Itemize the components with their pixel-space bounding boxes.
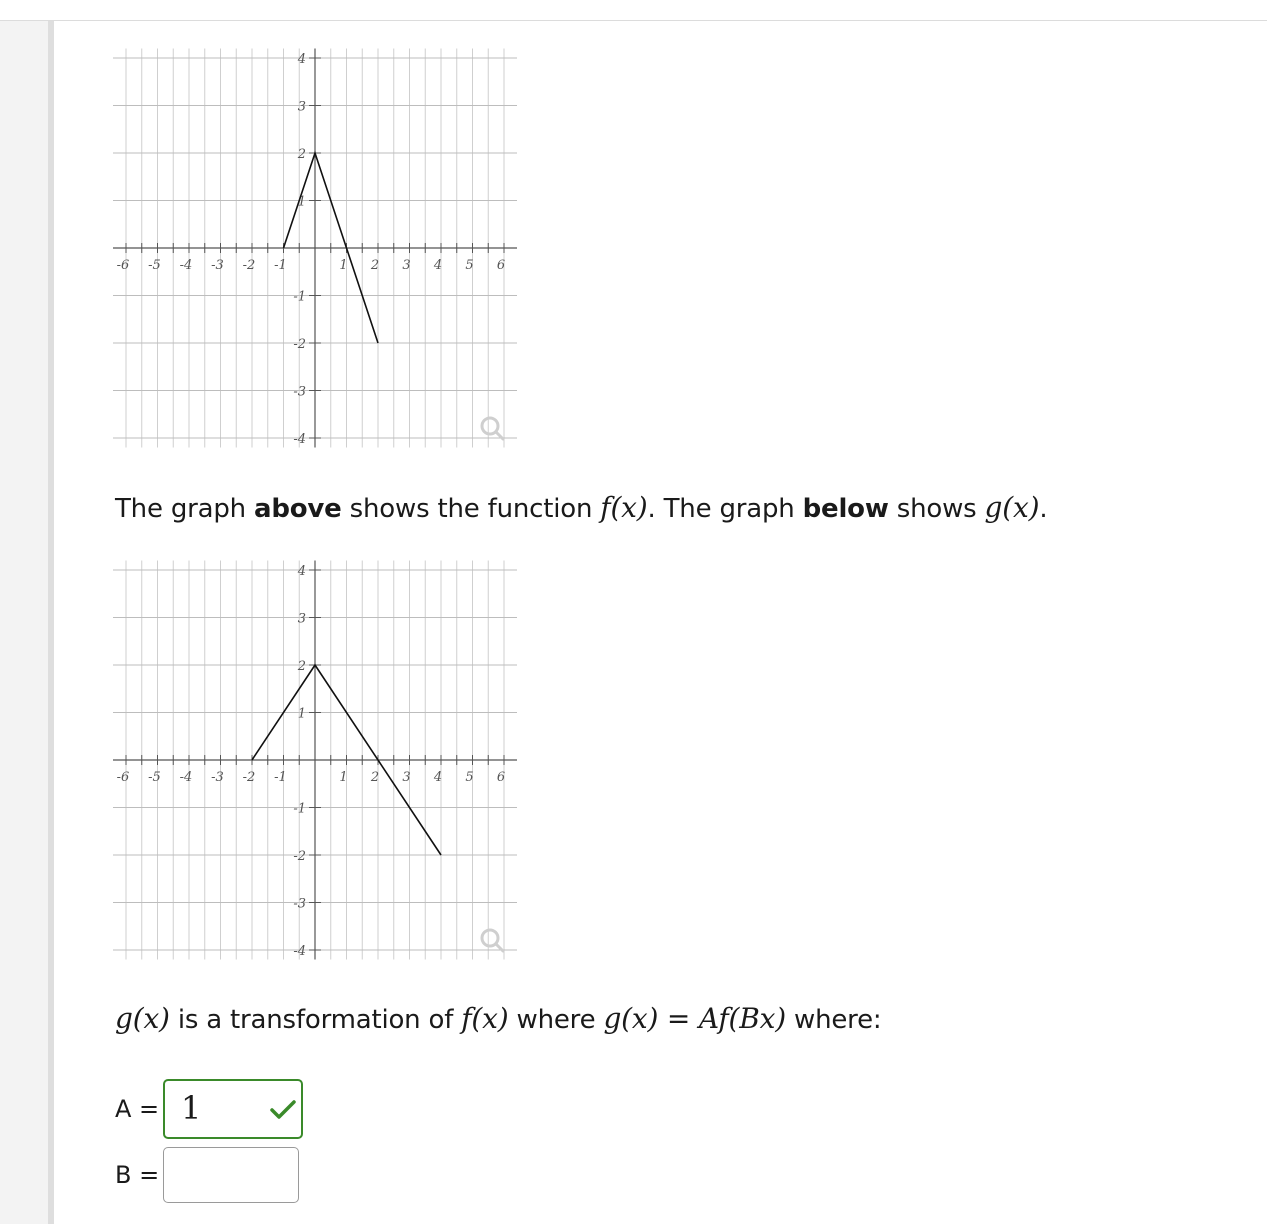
magnifier-icon <box>482 418 503 439</box>
math-gx: g(x) <box>115 1002 170 1035</box>
math-fx: f(x) <box>600 491 648 524</box>
x-tick-label: -6 <box>116 770 130 785</box>
sentence-text: where <box>508 1005 604 1035</box>
sentence-text: . <box>1039 494 1048 524</box>
bold-below: below <box>802 494 889 524</box>
math-formula: g(x) = Af(Bx) <box>603 1002 786 1035</box>
x-tick-label: -1 <box>274 770 287 785</box>
sentence-text: . The graph <box>647 494 803 524</box>
y-tick-label: 1 <box>297 194 306 210</box>
a-label: A = <box>115 1095 160 1123</box>
x-tick-label: -2 <box>242 770 256 785</box>
x-tick-label: 6 <box>496 258 506 273</box>
top-rule <box>0 0 1267 21</box>
bold-above: above <box>254 494 342 524</box>
x-tick-label: -5 <box>148 770 161 785</box>
sentence-text: The graph <box>115 494 254 524</box>
a-input[interactable] <box>163 1079 303 1139</box>
field-row-a <box>115 1078 303 1140</box>
y-tick-label: -1 <box>293 289 306 305</box>
left-rail-edge <box>48 21 54 1224</box>
y-tick-label: 3 <box>297 611 306 627</box>
y-tick-label: -2 <box>293 849 306 864</box>
y-tick-label: -3 <box>293 896 306 912</box>
y-tick-label: 4 <box>297 564 306 579</box>
x-tick-label: 1 <box>339 258 348 273</box>
check-icon <box>269 1099 297 1121</box>
x-tick-label: 2 <box>370 258 380 273</box>
magnifier-icon <box>482 930 503 951</box>
math-fx: f(x) <box>461 1002 509 1035</box>
graph-f <box>110 48 520 448</box>
field-row-b <box>115 1144 299 1206</box>
left-rail <box>0 21 48 1224</box>
b-input[interactable] <box>163 1147 299 1203</box>
x-tick-label: 3 <box>402 258 411 273</box>
sentence-graphs <box>115 490 1047 527</box>
x-tick-label: 1 <box>339 770 348 785</box>
graph-svg <box>110 48 520 448</box>
y-tick-label: -1 <box>293 801 306 817</box>
y-tick-label: 2 <box>297 659 306 674</box>
x-tick-label: 4 <box>433 770 443 785</box>
x-tick-label: 6 <box>496 770 506 785</box>
x-tick-label: 5 <box>465 258 474 273</box>
a-value: 1 <box>181 1089 202 1127</box>
x-tick-label: 4 <box>433 258 443 273</box>
x-tick-label: -4 <box>179 258 193 273</box>
graph-g <box>110 560 520 960</box>
b-label: B = <box>115 1161 160 1189</box>
x-tick-label: -3 <box>211 258 224 273</box>
sentence-text: shows the function <box>341 494 601 524</box>
graph-svg <box>110 560 520 960</box>
x-tick-label: -2 <box>242 258 256 273</box>
y-tick-label: -4 <box>293 432 306 447</box>
x-tick-label: -1 <box>274 258 287 273</box>
math-gx: g(x) <box>984 491 1040 524</box>
sentence-text: where: <box>785 1005 882 1035</box>
y-tick-label: 3 <box>297 99 306 115</box>
x-tick-label: 5 <box>465 770 474 785</box>
y-tick-label: -4 <box>293 944 306 959</box>
sentence-text: is a transformation of <box>169 1005 462 1035</box>
sentence-text: shows <box>888 494 985 524</box>
y-tick-label: -3 <box>293 384 306 400</box>
y-tick-label: 2 <box>297 147 306 162</box>
x-tick-label: -6 <box>116 258 130 273</box>
y-tick-label: 4 <box>297 52 306 67</box>
x-tick-label: -3 <box>211 770 224 785</box>
x-tick-label: 3 <box>402 770 411 785</box>
x-tick-label: 2 <box>370 770 380 785</box>
sentence-transformation <box>115 1001 881 1038</box>
y-tick-label: -2 <box>293 337 306 352</box>
x-tick-label: -5 <box>148 258 161 273</box>
x-tick-label: -4 <box>179 770 193 785</box>
y-tick-label: 1 <box>297 706 306 722</box>
